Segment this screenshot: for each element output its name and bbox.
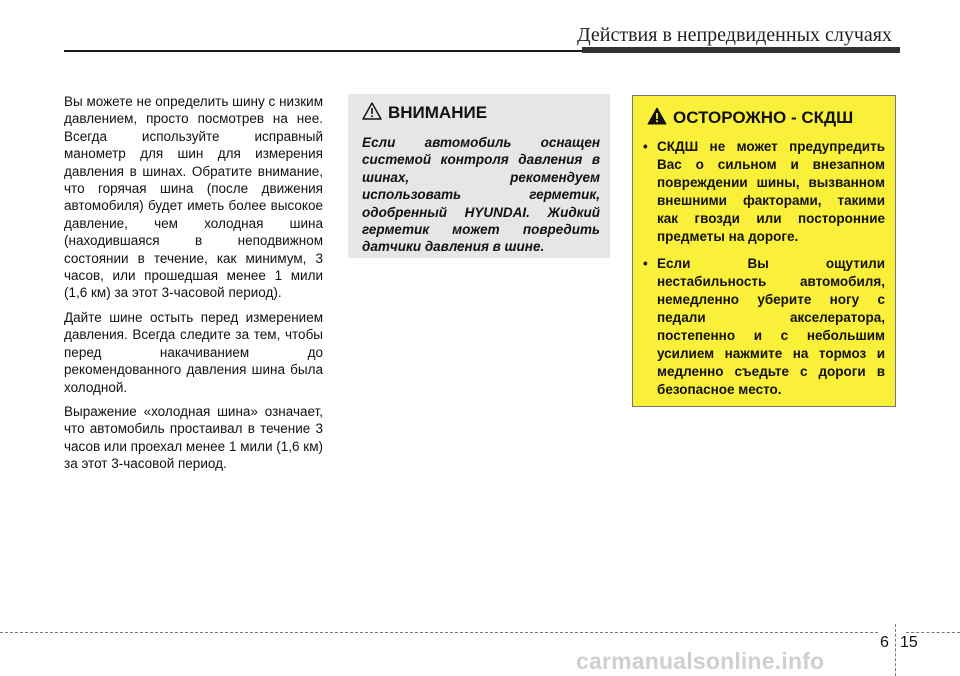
warning-list <box>643 138 885 399</box>
notice-text: Если автомобиль оснащен системой контроля давления в шинах, рекомендуем использовать герметик, одобренный HYUNDAI. Жидкий герметик может повредить датчики давления в шине. <box>362 135 600 255</box>
body-paragraph-1: Вы можете не определить шину с низким давлением, просто посмотрев на нее. Всегда используйте исправный манометр для шин для измерения давления в шинах. Обратите внимание, что горячая шина (после движения автомобиля) будет иметь более высокое давление, чем холодная шина (находившаяся в неподвижном состоянии в течение, как минимум, 3 часов, или прошедшая менее 1 мили (1,6 км) за этот 3-часовой период). <box>64 94 323 301</box>
running-header-title: Действия в непредвиденных случаях <box>577 24 892 46</box>
bullet-icon: • <box>643 256 648 271</box>
footer-rule-right <box>906 632 960 633</box>
page-number: 15 <box>900 634 918 651</box>
watermark: carmanualsonline.info <box>576 648 825 674</box>
warning-list-item <box>643 255 885 399</box>
warning-box <box>632 95 896 407</box>
notice-title: ВНИМАНИЕ <box>388 103 488 122</box>
notice-header <box>362 100 600 126</box>
warning-item-text: СКДШ не может предупредить Вас о сильном и внезапном повреждении шины, вызванном внешними факторами, такими как гвозди или посторонние предметы на дороге. <box>657 139 885 244</box>
warning-triangle-filled-icon <box>647 107 667 130</box>
warning-list-item <box>643 138 885 246</box>
warning-triangle-outline-icon <box>362 102 382 125</box>
warning-title: ОСТОРОЖНО - СКДШ <box>673 108 854 127</box>
warning-item-text: Если Вы ощутили нестабильность автомобиля, немедленно уберите ногу с педали акселератора, постепенно и с небольшим усилием нажмите на тормоз и медленно съедьте с дороги в безопасное место. <box>657 256 885 397</box>
chapter-number: 6 <box>880 634 889 651</box>
notice-box <box>348 94 610 258</box>
warning-header <box>643 106 885 130</box>
body-text-column <box>64 93 323 480</box>
body-paragraph-3: Выражение «холодная шина» означает, что автомобиль простаивал в течение 3 часов или проехал менее 1 мили (1,6 км) за этот 3-часовой период. <box>64 403 323 472</box>
body-paragraph-2: Дайте шине остыть перед измерением давления. Всегда следите за тем, чтобы перед накачиванием до рекомендованного давления шина была холодной. <box>64 309 323 395</box>
header-accent-bar <box>582 47 900 53</box>
page-number-divider <box>895 624 896 676</box>
bullet-icon: • <box>643 139 648 154</box>
footer-rule <box>0 632 878 633</box>
